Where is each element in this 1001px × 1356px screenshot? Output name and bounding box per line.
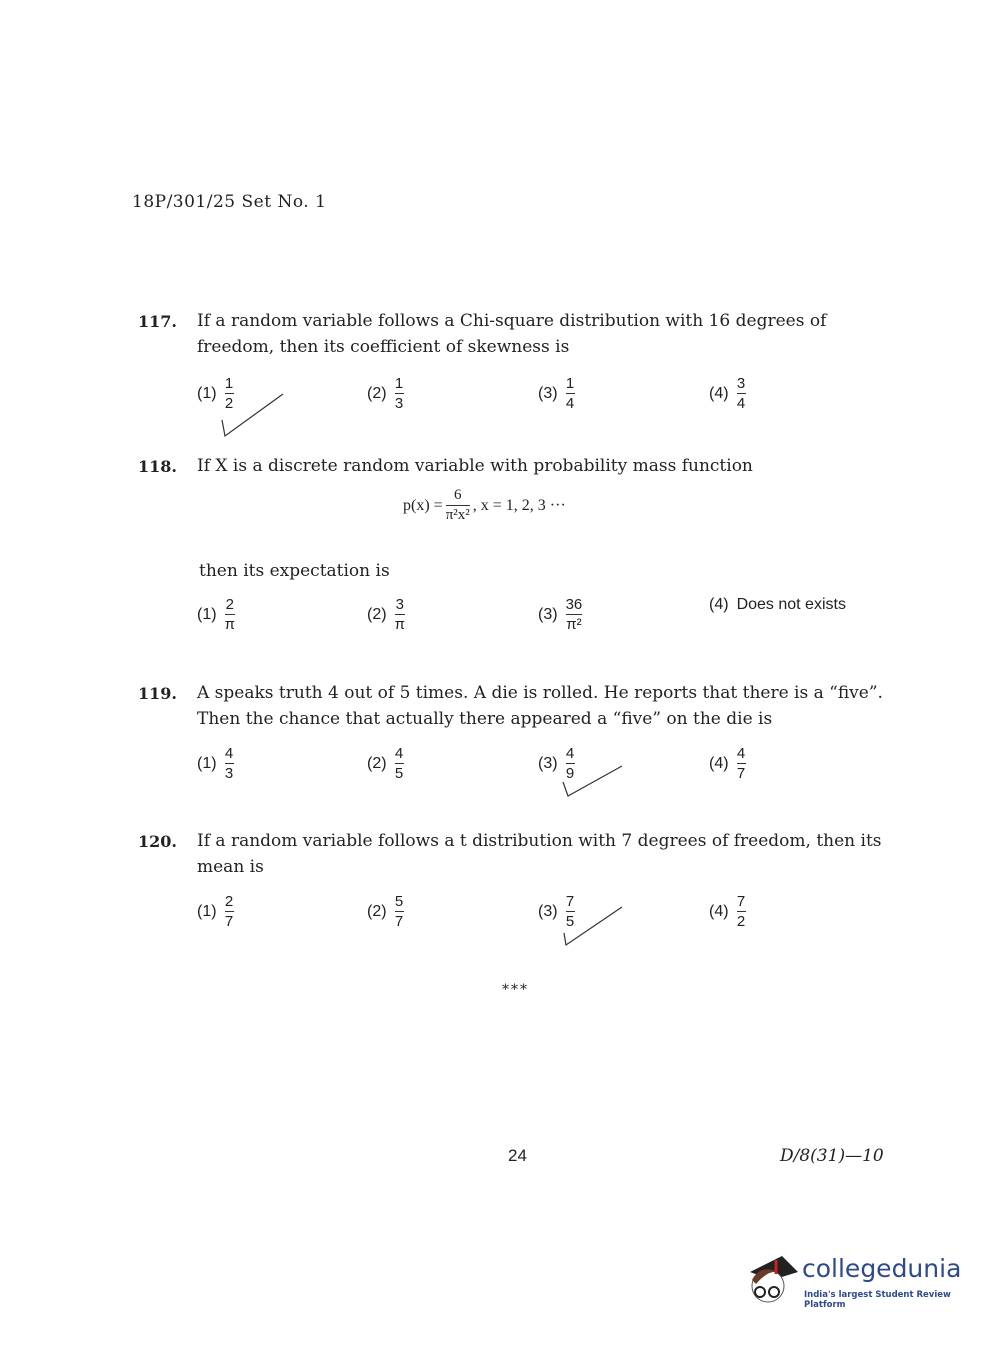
numerator: 1: [394, 375, 404, 392]
denominator: 4: [565, 395, 575, 412]
option-value: Does not exists: [736, 596, 846, 613]
formula-fraction: [446, 487, 470, 524]
option-fraction: [225, 596, 235, 633]
numerator: 4: [736, 745, 746, 762]
option-fraction: [737, 893, 746, 930]
numerator: 2: [225, 596, 234, 613]
option-fraction: [737, 375, 746, 412]
denominator: 9: [565, 765, 575, 782]
numerator: 7: [565, 893, 575, 910]
formula-lhs: p(x) =: [403, 496, 443, 514]
option-label: (2): [367, 384, 387, 402]
answer-option: [709, 893, 746, 930]
collegedunia-logo: [742, 1250, 972, 1310]
option-label: (2): [367, 754, 387, 772]
option-label: (1): [197, 384, 217, 402]
option-fraction: [395, 745, 404, 782]
denominator: 3: [394, 395, 404, 412]
option-label: (3): [538, 384, 558, 402]
denominator: π²x²: [445, 507, 470, 523]
option-fraction: [566, 893, 575, 930]
option-label: (3): [538, 605, 558, 623]
answer-option: [367, 893, 404, 930]
denominator: π: [394, 616, 405, 633]
numerator: 4: [565, 745, 575, 762]
denominator: 2: [736, 913, 746, 930]
option-fraction: [395, 375, 404, 412]
option-fraction: [566, 745, 575, 782]
numerator: 4: [224, 745, 234, 762]
denominator: 2: [224, 395, 234, 412]
question-text: If a random variable follows a t distribution with 7 degrees of freedom, then its mean is: [197, 831, 882, 877]
option-fraction: [737, 745, 746, 782]
option-label: (4): [709, 596, 729, 613]
option-label: (4): [709, 384, 729, 402]
numerator: 4: [394, 745, 404, 762]
answer-option: [538, 745, 575, 782]
option-fraction: [225, 745, 234, 782]
answer-option: [367, 745, 404, 782]
option-fraction: [395, 893, 404, 930]
numerator: 6: [453, 487, 462, 503]
denominator: 3: [224, 765, 234, 782]
question-number: 119.: [138, 684, 177, 703]
question-text-continued: then its expectation is: [199, 561, 390, 581]
denominator: 5: [394, 765, 404, 782]
answer-option: [197, 893, 234, 930]
numerator: 7: [736, 893, 746, 910]
option-fraction: [566, 596, 583, 633]
denominator: 5: [565, 913, 575, 930]
numerator: 3: [395, 596, 404, 613]
option-label: (4): [709, 754, 729, 772]
answer-option: [197, 745, 234, 782]
option-label: (2): [367, 605, 387, 623]
option-fraction: [566, 375, 575, 412]
question-number: 118.: [138, 457, 177, 476]
numerator: 36: [565, 596, 583, 613]
pmf-formula: [403, 487, 566, 524]
numerator: 1: [565, 375, 575, 392]
option-label: (3): [538, 754, 558, 772]
answer-option: [367, 596, 405, 633]
booklet-code: D/8(31)—10: [780, 1146, 884, 1166]
paper-code: 18P/301/25 Set No. 1: [132, 192, 327, 212]
answer-option: [538, 893, 575, 930]
denominator: π²: [566, 616, 582, 633]
end-stars: ***: [502, 982, 529, 998]
option-label: (1): [197, 605, 217, 623]
numerator: 1: [224, 375, 234, 392]
answer-option: [709, 745, 746, 782]
denominator: π: [224, 616, 235, 633]
answer-option: [197, 375, 234, 412]
answer-option: [538, 596, 582, 633]
question-number: 120.: [138, 832, 177, 851]
page-number: 24: [508, 1146, 527, 1165]
formula-domain: , x = 1, 2, 3 ···: [472, 496, 566, 514]
answer-option: [709, 596, 846, 614]
answer-option: [197, 596, 235, 633]
option-label: (2): [367, 902, 387, 920]
logo-brand: collegedunia: [802, 1254, 962, 1283]
option-fraction: [225, 375, 234, 412]
mascot-icon: [742, 1250, 800, 1308]
denominator: 7: [394, 913, 404, 930]
numerator: 5: [394, 893, 404, 910]
question-number: 117.: [138, 312, 177, 331]
option-label: (4): [709, 902, 729, 920]
answer-option: [367, 375, 404, 412]
numerator: 3: [736, 375, 746, 392]
logo-tagline: India's largest Student Review Platform: [804, 1290, 951, 1310]
option-label: (3): [538, 902, 558, 920]
denominator: 7: [224, 913, 234, 930]
numerator: 2: [224, 893, 234, 910]
option-fraction: [395, 596, 405, 633]
option-label: (1): [197, 754, 217, 772]
question-text: If a random variable follows a Chi-square distribution with 16 degrees of freedom, then its coefficient of skewness is: [197, 311, 827, 357]
answer-option: [538, 375, 575, 412]
denominator: 7: [736, 765, 746, 782]
question-text: If X is a discrete random variable with probability mass function: [197, 456, 753, 476]
answer-option: [709, 375, 746, 412]
option-label: (1): [197, 902, 217, 920]
question-text: A speaks truth 4 out of 5 times. A die is rolled. He reports that there is a “five”. Then the chance that actually there appeared a “five” on the die is: [197, 683, 883, 729]
denominator: 4: [736, 395, 746, 412]
option-fraction: [225, 893, 234, 930]
